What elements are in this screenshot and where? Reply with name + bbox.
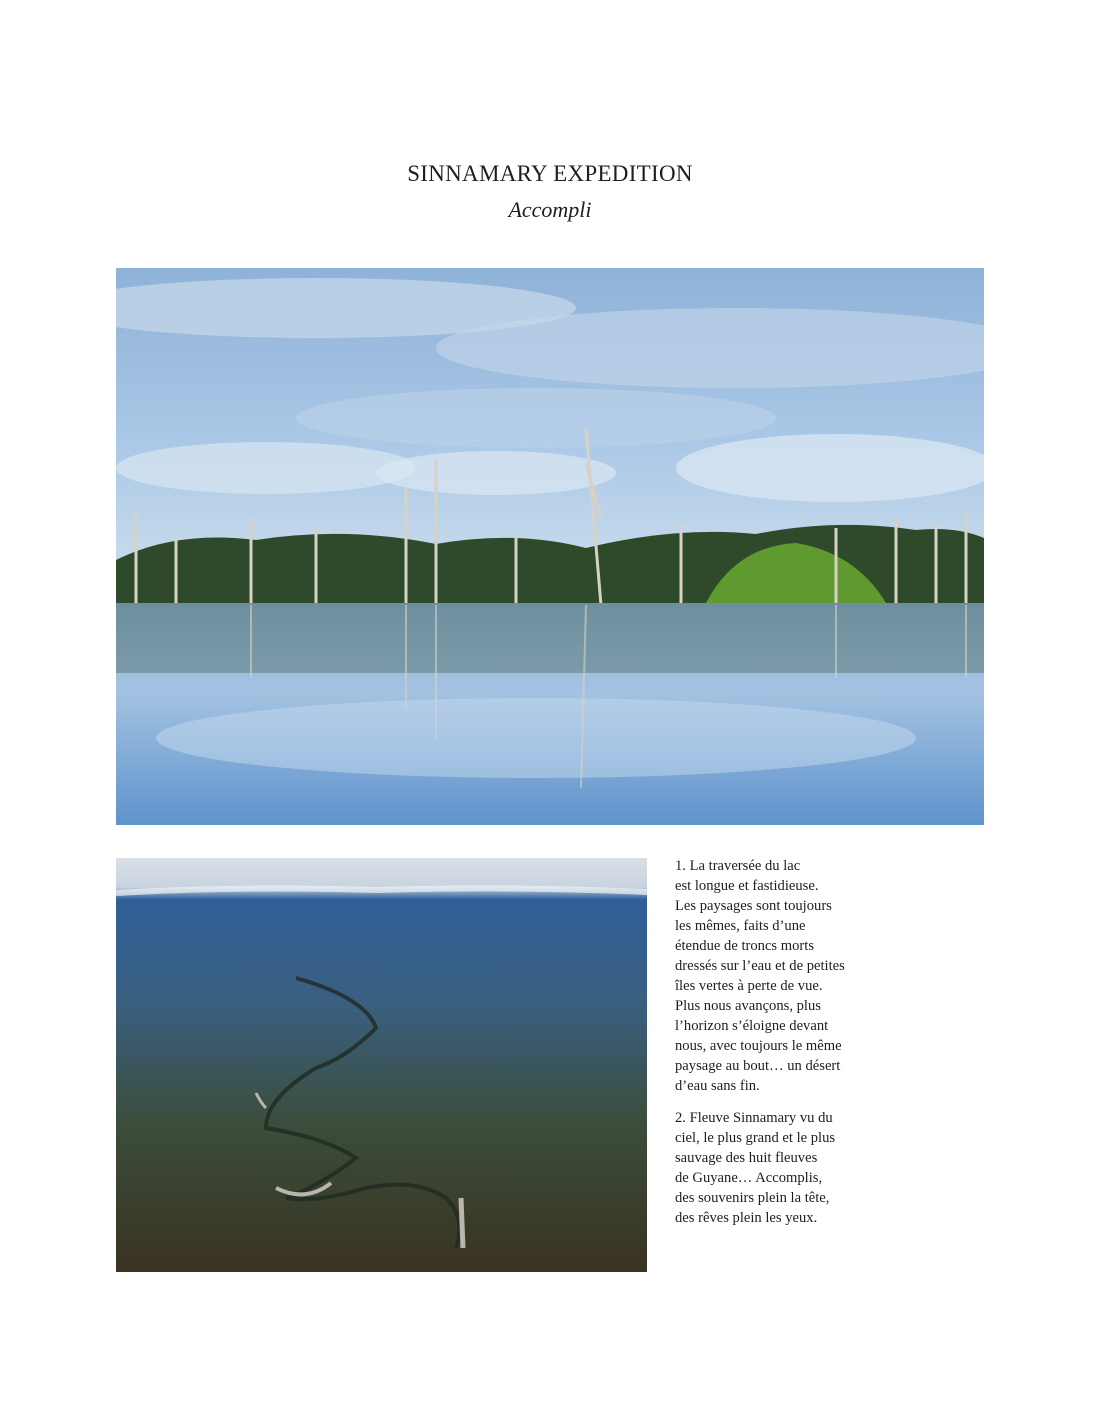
aerial-river-forest-photo: [116, 858, 647, 1272]
lake-with-dead-trees-photo: [116, 268, 984, 825]
page-subtitle: Accompli: [508, 197, 592, 222]
caption-number: 1.: [675, 858, 686, 874]
caption-1: [675, 856, 875, 1096]
caption-text: Fleuve Sinnamary vu du ciel, le plus grand et le plus sauvage des huit fleuves de Guyane… Accomplis, des souvenirs plein la tête, des rêves plein les yeux.: [675, 1110, 836, 1226]
caption-2: [675, 1108, 875, 1228]
caption-number: 2.: [675, 1110, 686, 1126]
captions: [675, 856, 875, 1240]
caption-text: La traversée du lac est longue et fastidieuse. Les paysages sont toujours les mêmes, faits d’une étendue de troncs morts dressés sur l’eau et de petites îles vertes à perte de vue. Plus nous avançons, plus l’horizon s’éloigne devant nous, avec toujours le même paysage au bout… un désert d’eau sans fin.: [675, 858, 845, 1094]
page-title: SINNAMARY EXPEDITION: [407, 161, 693, 186]
